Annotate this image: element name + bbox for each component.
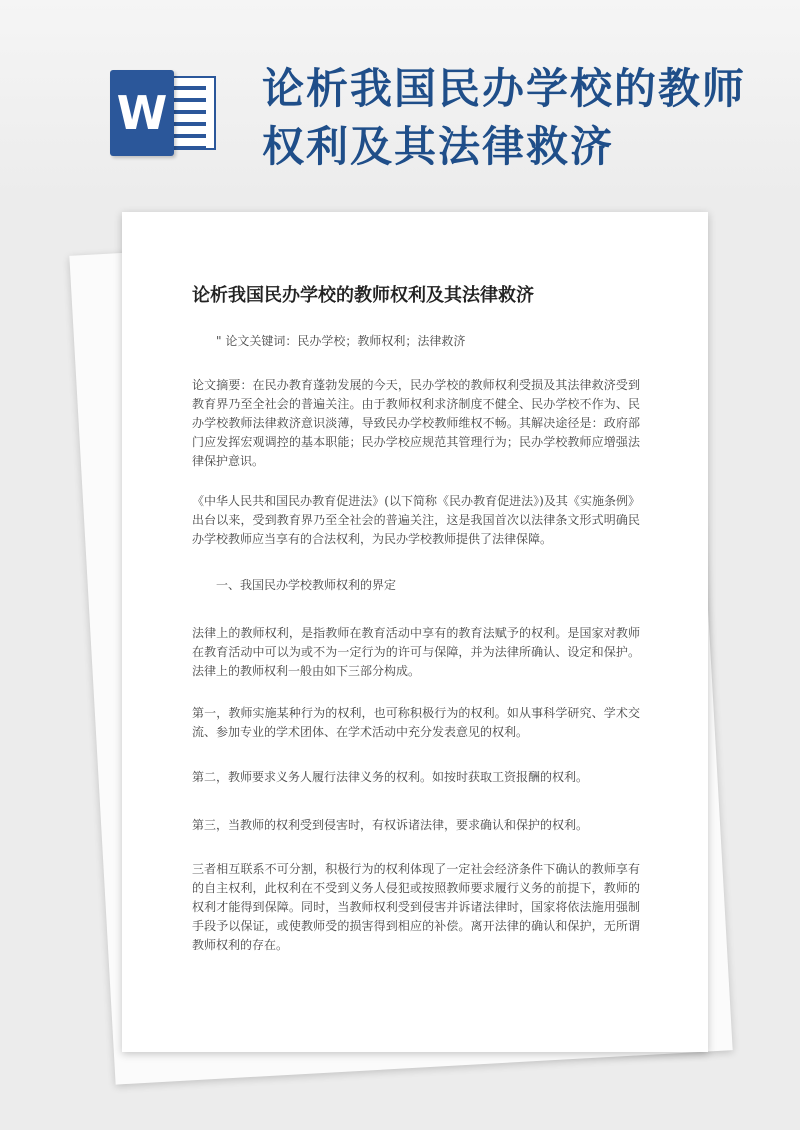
abstract-paragraph: 论文摘要：在民办教育蓬勃发展的今天，民办学校的教师权利受损及其法律救济受到教育界乃至全社会的普遍关注。由于教师权利求济制度不健全、民办学校不作为、民办学校教师法律救济意识淡薄，导致民办学校教师维权不畅。其解决途径是：政府部门应发挥宏观调控的基本职能；民办学校应规范其管理行为；民办学校教师应增强法律保护意识。 — [192, 378, 640, 468]
section-heading: 一、我国民办学校教师权利的界定 — [216, 578, 397, 592]
conclusion-paragraph: 三者相互联系不可分割，积极行为的权利体现了一定社会经济条件下确认的教师享有的自主权利，此权利在不受到义务人侵犯或按照教师要求履行义务的前提下，教师的权利才能得到保障。同时，当教师权利受到侵害并诉诸法律时，国家将依法施用强制手段予以保证，或使教师受的损害得到相应的补偿。离开法律的确认和保护，无所谓教师权利的存在。 — [192, 862, 640, 952]
right-three-paragraph: 第三，当教师的权利受到侵害时，有权诉诸法律，要求确认和保护的权利。 — [192, 818, 589, 832]
word-document-icon — [110, 70, 218, 156]
document-page — [122, 212, 708, 1052]
word-icon-badge: W — [110, 70, 174, 156]
page-heading: 论析我国民办学校的教师权利及其法律救济 — [192, 285, 534, 306]
right-two-paragraph: 第二，教师要求义务人履行法律义务的权利。如按时获取工资报酬的权利。 — [192, 770, 589, 784]
right-one-paragraph: 第一，教师实施某种行为的权利，也可称积极行为的权利。如从事科学研究、学术交流、参加专业的学术团体、在学术活动中充分发表意见的权利。 — [192, 706, 640, 739]
document-title: 论析我国民办学校的教师权利及其法律救济 — [262, 64, 747, 171]
keywords-line: " 论文关键词：民办学校；教师权利；法律救济 — [216, 334, 466, 348]
definition-paragraph: 法律上的教师权利，是指教师在教育活动中享有的教育法赋予的权利。是国家对教师在教育活动中可以为或不为一定行为的许可与保障，并为法律所确认、设定和保护。法律上的教师权利一般由如下三部分构成。 — [192, 626, 640, 678]
intro-paragraph: 《中华人民共和国民办教育促进法》(以下简称《民办教育促进法》)及其《实施条例》出台以来，受到教育界乃至全社会的普遍关注，这是我国首次以法律条文形式明确民办学校教师应当享有的合法权利，为民办学校教师提供了法律保障。 — [192, 494, 640, 546]
